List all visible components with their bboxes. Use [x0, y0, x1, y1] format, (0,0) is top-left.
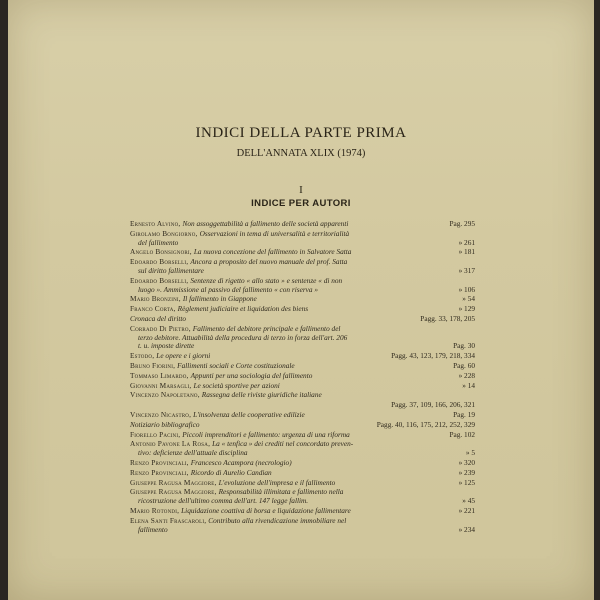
page-title: INDICI DELLA PARTE PRIMA: [195, 125, 407, 141]
index-entry: [130, 411, 475, 420]
entry-line: [130, 372, 475, 381]
entry-title: Ricordo di Aurelio Candian: [190, 467, 272, 477]
entry-line: [130, 431, 475, 440]
entry-title: Fallimenti sociali e Corte costituzionale: [177, 360, 295, 370]
index-entry: [130, 469, 475, 478]
entry-line: [130, 295, 475, 304]
entry-author: Franco Corta,: [130, 304, 178, 314]
entry-author: Corrado Di Pietro,: [130, 323, 193, 333]
entry-author: Fiorello Pacini,: [130, 429, 183, 439]
entry-author: Giuseppe Ragusa Maggiore,: [130, 477, 219, 487]
entry-continuation: [130, 342, 475, 351]
entry-line: [130, 362, 475, 371]
entry-title: La nuova concezione del fallimento in Salvatore Satta: [193, 247, 352, 257]
entry-line: [130, 220, 475, 229]
index-entry: [130, 459, 475, 468]
index-entry: [130, 517, 475, 535]
index-entry: [130, 440, 475, 458]
entry-pages: Pagg. 40, 116, 175, 212, 252, 329: [376, 419, 475, 429]
entry-title: Le opere e i giorni: [156, 351, 211, 361]
entry-pages: » 320: [458, 457, 475, 467]
entry-title: terzo debitore. Attuabilità della procedura di terzo in forza dell'art. 206: [138, 332, 348, 342]
entry-title: del fallimento: [138, 237, 179, 247]
index-entry: [130, 352, 475, 361]
entry-pages: » 5: [465, 448, 475, 458]
entry-pages: » 129: [458, 304, 475, 314]
entry-author: Giuseppe Ragusa Maggiore,: [130, 487, 219, 497]
entry-title: Appunti per una sociologia del fallimento: [190, 370, 313, 380]
index-entry: [130, 507, 475, 516]
entry-pages: » 106: [458, 284, 475, 294]
entry-title: Rassegna delle riviste giuridiche italiane: [201, 390, 322, 400]
entry-author: Antonio Pavone La Rosa,: [130, 439, 213, 449]
entry-title: La « tenfica » dei crediti nel concordato preven-: [212, 439, 354, 449]
index-entry: [130, 382, 475, 391]
entry-author: Edoardo Borselli,: [130, 275, 191, 285]
entry-author: Renzo Provinciali,: [130, 467, 191, 477]
entry-author: Renzo Provinciali,: [130, 457, 191, 467]
entry-author: Elena Santi Frascaroli,: [130, 515, 209, 525]
author-index-list: [130, 220, 475, 535]
entry-line: [130, 479, 475, 488]
entry-pages: Pag. 102: [449, 429, 475, 439]
entry-title: Ancora a proposito del nuovo manuale del prof. Satta: [190, 257, 348, 267]
entry-pages: Pag. 19: [453, 409, 475, 419]
entry-title: Piccoli imprenditori e fallimento: urgenza di una riforma: [182, 429, 350, 439]
entry-pages: » 45: [462, 496, 475, 506]
entry-title: Le società sportive per azioni: [193, 380, 280, 390]
entry-title: Osservazioni in tema di universalità e territorialità: [199, 228, 350, 238]
entry-line: [130, 469, 475, 478]
entry-title: Sentenze di rigetto « allo stato » e sentenze « di non: [190, 275, 343, 285]
index-entry: [130, 230, 475, 248]
entry-continuation: [130, 449, 475, 458]
entry-author: Girolamo Bongiorno,: [130, 228, 200, 238]
index-entry: [130, 277, 475, 295]
entry-pages: » 234: [458, 524, 475, 534]
index-entry: [130, 479, 475, 488]
entry-line: [130, 517, 475, 526]
entry-title: [130, 400, 132, 409]
entry-author: Mario Rotondi,: [130, 505, 182, 515]
entry-line: [130, 305, 475, 314]
entry-line: [130, 230, 475, 239]
index-entry: [130, 431, 475, 440]
entry-pages: » 221: [458, 505, 475, 515]
index-entry: [130, 362, 475, 371]
entry-title: fallimento: [138, 524, 168, 534]
index-entry: [130, 258, 475, 276]
entry-author: Estodo,: [130, 351, 157, 361]
entry-title: Francesco Acampora (necrologio): [190, 457, 292, 467]
entry-continuation: [130, 526, 475, 535]
entry-title: L'insolvenza delle cooperative edilizie: [193, 409, 305, 419]
entry-pages: » 54: [462, 294, 475, 304]
entry-pages: » 14: [462, 380, 475, 390]
entry-title: Non assoggettabilità a fallimento delle società apparenti: [182, 219, 349, 228]
entry-continuation: [130, 286, 475, 295]
entry-author: Angelo Bonsignori,: [130, 247, 194, 257]
entry-line: [130, 411, 475, 420]
entry-continuation: [130, 239, 475, 248]
entry-author: Giovanni Marsagli,: [130, 380, 194, 390]
section-title: INDICE PER AUTORI: [251, 198, 351, 209]
section-number: I: [299, 184, 303, 196]
entry-line: [130, 391, 475, 400]
index-entry: [130, 220, 475, 229]
entry-pages: Pagg. 37, 109, 166, 206, 321: [391, 400, 475, 410]
entry-author: Vincenzo Nicastro,: [130, 409, 194, 419]
entry-line: [130, 248, 475, 257]
entry-line: [130, 382, 475, 391]
entry-author: Tommaso Limardo,: [130, 370, 191, 380]
document-page: [8, 0, 594, 600]
entry-author: Edoardo Borselli,: [130, 257, 191, 267]
entry-pages: » 317: [458, 265, 475, 275]
entry-line: [130, 459, 475, 468]
entry-author: Mario Bronzini,: [130, 294, 183, 304]
entry-line: [130, 507, 475, 516]
entry-pages: Pagg. 43, 123, 179, 218, 334: [391, 351, 475, 361]
index-entry: [130, 372, 475, 381]
entry-title: L'evoluzione dell'impresa e il fallimento: [218, 477, 336, 487]
entry-pages: Pagg. 33, 178, 205: [420, 313, 475, 323]
entry-title: Cronaca del diritto: [130, 313, 187, 323]
index-entry: [130, 248, 475, 257]
index-entry: [130, 488, 475, 506]
entry-pages: Pag. 30: [453, 341, 475, 351]
index-entry: [130, 315, 475, 324]
entry-pages: Pag. 60: [453, 360, 475, 370]
entry-title: tivo: deficienze dell'attuale disciplina: [138, 448, 248, 458]
entry-author: Vincenzo Napoletano,: [130, 390, 202, 400]
entry-pages: Pag. 295: [449, 219, 475, 228]
entry-pages: » 125: [458, 477, 475, 487]
entry-title: Notiziario bibliografico: [130, 419, 200, 429]
entry-author: Bruno Fiorini,: [130, 360, 178, 370]
entry-title: luogo ». Ammissione al passivo del fallimento « con riserva »: [138, 284, 319, 294]
entry-title: t. u. imposte dirette: [138, 341, 195, 351]
entry-continuation: [130, 497, 475, 506]
entry-title: ricostruzione dell'ultimo comma dell'art. 147 legge fallim.: [138, 496, 309, 506]
entry-title: Contributo alla rivendicazione immobiliare nel: [208, 515, 347, 525]
entry-pages: » 239: [458, 467, 475, 477]
entry-title: Règlement judiciaire et liquidation des biens: [177, 304, 309, 314]
entry-author: Ernesto Alvino,: [130, 219, 183, 228]
entry-title: Fallimento del debitore principale e fallimento del: [192, 323, 341, 333]
entry-continuation: [130, 267, 475, 276]
page-subtitle: DELL'ANNATA XLIX (1974): [236, 148, 366, 159]
index-entry: [130, 295, 475, 304]
index-entry: [130, 325, 475, 351]
index-entry: [130, 305, 475, 314]
index-entry: [130, 421, 475, 430]
entry-title: sul diritto fallimentare: [138, 265, 204, 275]
entry-title: Il fallimento in Giappone: [182, 294, 257, 304]
index-entry: [130, 401, 475, 410]
entry-pages: » 181: [458, 247, 475, 257]
entry-pages: » 261: [458, 237, 475, 247]
index-entry: [130, 391, 475, 400]
entry-title: Responsabilità illimitata e fallimento nella: [218, 487, 344, 497]
entry-pages: » 228: [458, 370, 475, 380]
entry-title: Liquidazione coattiva di borsa e liquidazione fallimentare: [181, 505, 351, 515]
